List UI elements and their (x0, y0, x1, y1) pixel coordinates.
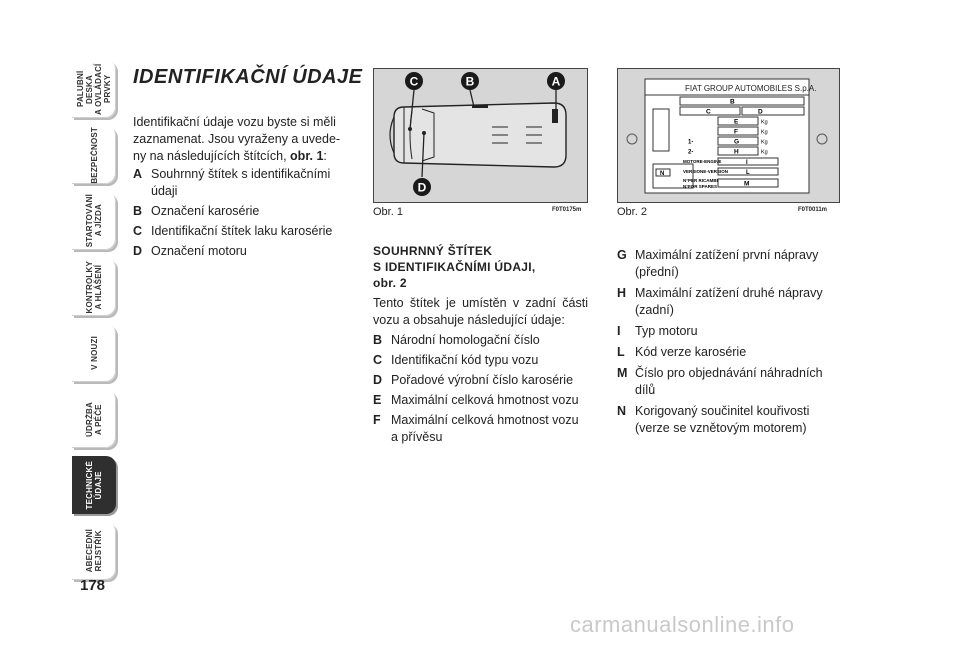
tab-technicke-udaje[interactable] (72, 456, 116, 514)
plate-m: M (744, 180, 750, 188)
list-item (617, 247, 832, 281)
plate-c: C (706, 108, 711, 116)
tab-label: ÚDRŽBA A PÉČE (85, 401, 103, 437)
plate-kg-e: Kg (761, 119, 768, 126)
item-key: G (617, 248, 627, 262)
plate-n: N (660, 171, 665, 177)
item-key: F (373, 413, 381, 427)
marker-b-label: B (465, 74, 475, 89)
plate-kg-h: Kg (761, 149, 768, 156)
page-title: IDENTIFIKAČNÍ ÚDAJE (133, 66, 363, 88)
tab-udrzba[interactable] (72, 390, 116, 448)
item-key: H (617, 286, 627, 300)
intro-paragraph (133, 114, 343, 165)
item-text: Maximální celková hmotnost vozu (391, 393, 579, 407)
van-diagram (374, 69, 587, 202)
chapter-tabs (72, 60, 116, 588)
item-key: C (133, 224, 143, 238)
tab-palubni-deska[interactable] (72, 60, 116, 118)
plate-l: L (746, 170, 750, 176)
item-text: Maximální zatížení druhé nápravy (zadní) (635, 286, 823, 317)
figure-1-code: F0T0175m (552, 207, 582, 213)
item-key: D (373, 373, 383, 387)
figure-2-caption: Obr. 2 (617, 206, 647, 218)
plate-kg-f: Kg (761, 129, 768, 136)
section-heading-line-1: SOUHRNNÝ ŠTÍTEK (373, 244, 493, 258)
plate-f: F (734, 128, 738, 136)
marker-c (405, 72, 423, 90)
plate-e: E (734, 118, 739, 126)
tab-label: TECHNICKÉ ÚDAJE (85, 460, 103, 510)
list-item (373, 332, 588, 349)
section-heading-line-2: S IDENTIFIKAČNÍMI ÚDAJI, (373, 260, 536, 274)
item-text: Korigovaný součinitel kouřivosti (verze se vznětovým motorem) (635, 404, 810, 435)
plate-d: D (758, 108, 763, 116)
tab-startovani[interactable] (72, 192, 116, 250)
tab-label: BEZPEČNOST (89, 126, 99, 184)
item-text: Pořadové výrobní číslo karosérie (391, 373, 574, 387)
plate-h: H (734, 148, 739, 156)
marker-a (547, 72, 565, 90)
plate-intro: Tento štítek je umístěn v zadní části vozu a obsahuje následující údaje: (373, 296, 588, 327)
item-key: L (617, 345, 625, 359)
item-text: Maximální zatížení první nápravy (přední) (635, 248, 819, 279)
item-key: I (617, 324, 621, 338)
item-text: Číslo pro objednávání náhradních dílů (635, 366, 823, 397)
tab-bezpecnost[interactable] (72, 126, 116, 184)
tab-v-nouzi[interactable] (72, 324, 116, 382)
item-text: Kód verze karosérie (635, 345, 747, 359)
plate-diagram (618, 69, 839, 202)
page-number: 178 (80, 577, 106, 594)
watermark: carmanualsonline.info (570, 612, 795, 637)
tab-label: STARTOVÁNÍ A JÍZDA (85, 194, 103, 248)
tab-label: PALUBNÍ DESKA A OVLÁDACÍ PRVKY (76, 63, 112, 115)
plate-i: I (746, 160, 748, 166)
item-key: C (373, 353, 383, 367)
identification-list (133, 163, 348, 260)
intro-colon: : (323, 149, 327, 163)
tab-label: ABECEDNÍ REJSTŘÍK (85, 529, 103, 573)
list-item (133, 166, 348, 200)
intro-figure-ref: obr. 1 (290, 149, 324, 163)
tab-abecedni-rejstrik[interactable] (72, 522, 116, 580)
plate-b: B (730, 98, 735, 106)
marker-b (461, 72, 479, 90)
list-item (133, 203, 348, 220)
marker-d (413, 178, 431, 196)
marker-a-label: A (551, 74, 561, 89)
list-item (617, 365, 832, 399)
item-key: B (373, 333, 383, 347)
item-key: E (373, 393, 382, 407)
tab-label: KONTROLKY A HLÁŠENÍ (85, 260, 103, 314)
list-item (133, 223, 348, 240)
item-key: M (617, 366, 628, 380)
figure-2-identification-plate (617, 68, 840, 203)
tab-label: V NOUZI (89, 336, 99, 370)
list-item (617, 285, 832, 319)
item-text: Souhrnný štítek s identifikačními údaji (151, 167, 331, 198)
plate-g: G (734, 138, 740, 146)
marker-d-label: D (417, 180, 427, 195)
figure-2-code: F0T0011m (798, 207, 828, 213)
plate-header: FIAT GROUP AUTOMOBILES S.p.A. (685, 84, 817, 93)
list-item (617, 344, 832, 361)
plate-version-label: VERSIONE-VERSION (683, 169, 729, 174)
list-item (373, 352, 588, 369)
item-text: Maximální celková hmotnost vozu a přívěsu (391, 413, 579, 444)
item-text: Národní homologační číslo (391, 333, 540, 347)
list-item (133, 243, 348, 260)
section-heading-ref: obr. 2 (373, 276, 407, 290)
intro-text: Identifikační údaje vozu byste si měli zaznamenat. Jsou vyraženy a uvede-ny na následujících štítcích, (133, 115, 341, 163)
item-text: Identifikační štítek laku karosérie (151, 224, 333, 238)
plate-items-list (373, 332, 588, 446)
item-text: Typ motoru (635, 324, 698, 338)
list-item (373, 372, 588, 389)
plate-items-list-continued (617, 247, 832, 437)
list-item (373, 412, 588, 446)
marker-c-label: C (409, 74, 419, 89)
plate-section (373, 243, 588, 446)
plate-kg-g: Kg (761, 139, 768, 146)
item-key: A (133, 167, 143, 181)
plate-section-continued (617, 243, 832, 437)
list-item (617, 323, 832, 340)
tab-kontrolky[interactable] (72, 258, 116, 316)
item-text: Identifikační kód typu vozu (391, 353, 539, 367)
item-key: N (617, 404, 627, 418)
plate-axle-1: 1- (688, 139, 694, 146)
item-key: D (133, 244, 143, 258)
plate-axle-2: 2- (688, 149, 694, 156)
figure-1-caption: Obr. 1 (373, 206, 403, 218)
item-text: Označení karosérie (151, 204, 260, 218)
item-key: B (133, 204, 143, 218)
item-text: Označení motoru (151, 244, 247, 258)
list-item (373, 392, 588, 409)
plate-spares-label-2: N°FOR SPARES (683, 184, 717, 189)
plate-engine-label: MOTORE-ENGINE (683, 159, 722, 164)
plate-spares-label-1: N°PER RICAMBI (683, 178, 718, 183)
list-item (617, 403, 832, 437)
figure-1-van-top-view (373, 68, 588, 203)
